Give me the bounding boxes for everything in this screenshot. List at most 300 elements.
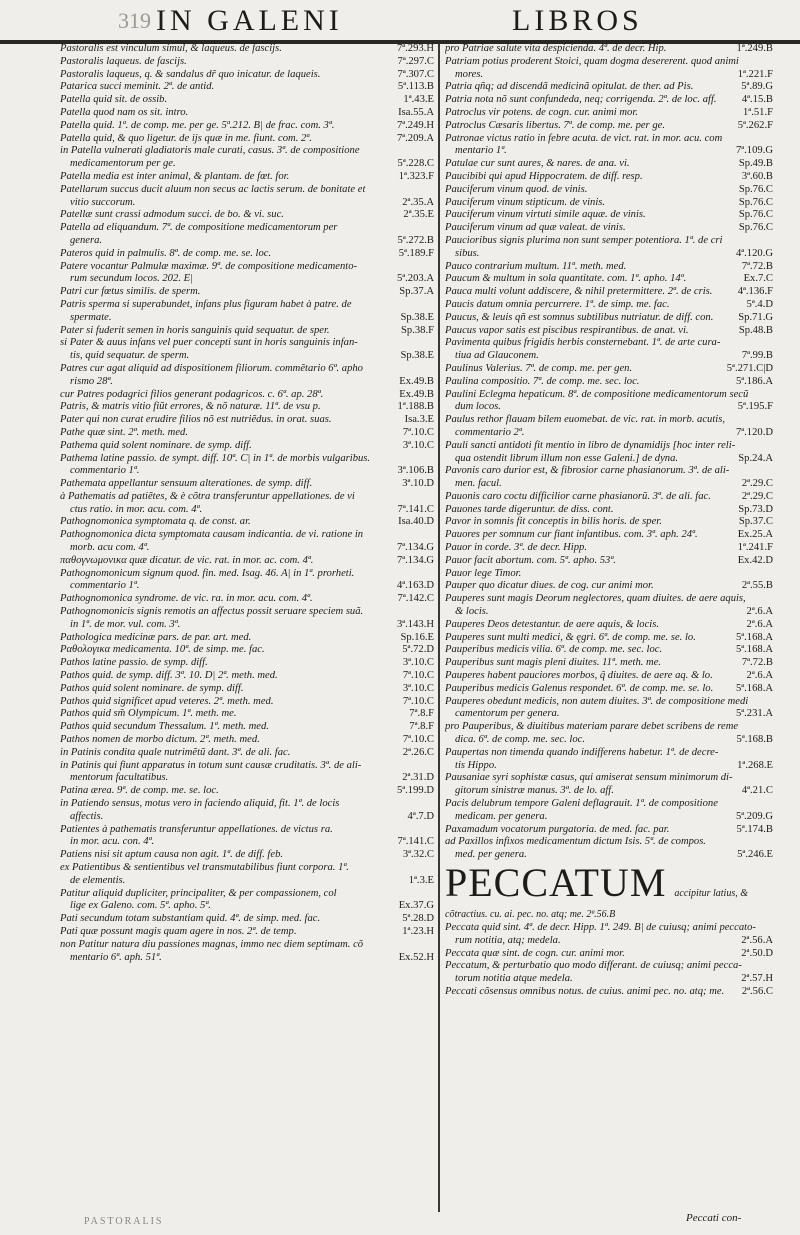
entry-text: Pauciferum vinum ad quæ valeat. de vinis.: [445, 222, 626, 234]
left-column-entry: [60, 171, 434, 184]
entry-text: men. facul.: [455, 478, 502, 490]
entry-reference: 7ª.10.C: [402, 426, 434, 438]
entry-text: rum secundum locos. 202. E|: [70, 273, 193, 285]
entry-reference: 5ª.228.C: [397, 158, 434, 170]
entry-reference: Sp.24.A: [738, 452, 773, 464]
entry-text: Patria nota nõ sunt confundeda, neq; corrigenda. 2ª. de loc. aff.: [445, 94, 717, 106]
entry-reference: Ex.42.D: [737, 554, 773, 566]
left-column-entry: [60, 43, 434, 56]
entry-reference: 7ª.142.C: [397, 593, 434, 605]
right-column-entry: [445, 94, 773, 107]
right-column-entry: [445, 56, 773, 69]
entry-reference: 4ª.163.D: [396, 580, 434, 592]
left-column-entry: [60, 389, 434, 402]
entry-reference: 5ª.246.E: [737, 849, 773, 861]
entry-reference: 7ª.249.H: [396, 119, 434, 131]
left-column-entry: [60, 478, 434, 491]
entry-reference: Sp.48.B: [738, 324, 773, 336]
entry-text: Pauperes Deos detestantur. de aere aquis, & locis.: [445, 618, 659, 630]
right-column-entry: [445, 325, 773, 338]
left-column-entry: [60, 504, 434, 517]
left-column-entry: [60, 363, 434, 376]
entry-reference: 5ª.271.C|D: [726, 362, 773, 374]
entry-text: Patella quid sit. de ossib.: [60, 94, 168, 106]
right-column-entry: [445, 465, 773, 478]
entry-text: Paucum & multum in sola quantitate. com. 1ª. apho. 14ª.: [445, 273, 687, 285]
right-column-entry: [445, 43, 773, 56]
entry-reference: 1ª.23.H: [402, 925, 434, 937]
right-column-entry: [445, 593, 773, 606]
left-column-entry: [60, 849, 434, 862]
entry-reference: 5ª.113.B: [397, 81, 434, 93]
entry-text: Patria qñq; ad discendã medicinã opitulat. de ther. ad Pis.: [445, 81, 694, 93]
entry-reference: 2ª.50.D: [741, 947, 773, 959]
entry-text: Pathos quid solent nominare. de symp. diff.: [60, 682, 244, 694]
running-head-left: IN GALENI: [156, 4, 343, 37]
entry-text: Patroclus vir potens. de cogn. cur. animi mor.: [445, 106, 638, 118]
entry-text: si Pater & auus infans vel puer concepti sunt in horis sanguinis infan-: [60, 337, 358, 349]
entry-text: Pauperibus medicis Galenus respondet. 6ª. de comp. me. se. lo.: [445, 682, 714, 694]
right-column-bottom-entries: [445, 922, 773, 999]
entry-reference: 3ª.106.B: [397, 465, 434, 477]
entry-reference: 5ª.186.A: [735, 375, 773, 387]
right-column-entry: [445, 273, 773, 286]
right-column-entry: [445, 69, 773, 82]
entry-text: Patella ad eliquandum. 7ª. de compositione medicamentorum per: [60, 222, 338, 234]
entry-text: Patulae cur sunt aures, & nares. de ana. vi.: [445, 158, 630, 170]
entry-text: Pauores per somnum cur fiant infantibus. com. 3ª. aph. 24ª.: [445, 529, 698, 541]
entry-text: Paxamadum vocatorum purgatoria. de med. fac. par.: [445, 823, 670, 835]
entry-reference: Isa.40.D: [398, 516, 434, 528]
entry-text: rismo 28ª.: [70, 375, 113, 387]
entry-reference: 5ª.4.D: [746, 298, 773, 310]
entry-reference: 7ª.72.B: [741, 260, 773, 272]
right-column-entry: [445, 683, 773, 696]
entry-reference: 7ª.209.A: [396, 132, 434, 144]
entry-text: Patitur aliquid dupliciter, principaliter, & per compassionem, col: [60, 887, 337, 899]
entry-reference: 4ª.136.F: [737, 286, 773, 298]
entry-text: Paulini Eclegma hepaticum. 8ª. de compositione medicamentorum secũ: [445, 388, 749, 400]
entry-reference: 7ª.99.B: [741, 350, 773, 362]
entry-text: Peccatum, & perturbatio quo modo differant. de cuiusq; animi pecca-: [445, 960, 742, 972]
right-column-entry: [445, 453, 773, 466]
entry-text: Pastoralis est vinculum simul, & laqueus. de fascijs.: [60, 43, 282, 54]
left-column-entry: [60, 184, 434, 197]
left-column-entry: [60, 325, 434, 338]
right-column-entry: [445, 960, 773, 973]
entry-reference: 3ª.10.C: [402, 439, 434, 451]
entry-reference: 5ª.168.B: [736, 734, 773, 746]
entry-reference: 1ª.3.E: [408, 874, 434, 886]
right-column-entry: [445, 708, 773, 721]
entry-text: Patroclus Cæsaris libertus. 7ª. de comp. me. per ge.: [445, 119, 665, 131]
entry-text: in mor. acu. con. 4ª.: [70, 836, 155, 848]
left-column-entry: [60, 261, 434, 274]
entry-reference: 2ª.35.A: [402, 196, 434, 208]
left-column-entry: [60, 56, 434, 69]
entry-text: Patres cur agat aliquid ad dispositionem filiorum. commẽtario 6ª. apho: [60, 362, 363, 374]
right-column-entry: [445, 747, 773, 760]
entry-text: morb. acu com. 4ª.: [70, 542, 150, 554]
section-heading-block: [445, 862, 773, 922]
entry-text: Paulus rethor flauam bilem euomebat. de vic. rat. in morb. acutis,: [445, 414, 726, 426]
right-column-entry: [445, 286, 773, 299]
entry-reference: 7ª.10.C: [402, 734, 434, 746]
entry-text: Patina ærea. 9ª. de comp. me. se. loc.: [60, 785, 219, 797]
entry-reference: Ex.52.H: [398, 951, 434, 963]
entry-text: med. per genera.: [455, 849, 527, 861]
left-column-entry: [60, 875, 434, 888]
entry-reference: Sp.76.C: [738, 196, 773, 208]
right-column-entry: [445, 504, 773, 517]
left-column-entry: [60, 453, 434, 466]
left-column-entry: [60, 708, 434, 721]
entry-reference: Isa.3.E: [404, 414, 434, 426]
right-column-entry: [445, 209, 773, 222]
entry-text: Patella media est inter animal, & plantam. de fœt. for.: [60, 170, 290, 182]
left-column-entry: [60, 145, 434, 158]
right-column-entry: [445, 555, 773, 568]
entry-reference: 7ª.307.C: [397, 68, 434, 80]
entry-reference: Sp.38.E: [400, 350, 434, 362]
right-column-entry: [445, 670, 773, 683]
left-column-entry: [60, 683, 434, 696]
left-column-entry: [60, 593, 434, 606]
entry-text: Paulina compositio. 7ª. de comp. me. sec. loc.: [445, 375, 640, 387]
entry-text: Pauli sancti antidoti fit mentio in libro de dynamidijs [hoc inter reli-: [445, 439, 736, 451]
entry-reference: 1ª.323.F: [398, 170, 434, 182]
left-column-entry: [60, 197, 434, 210]
right-column-entry: [445, 973, 773, 986]
entry-reference: 5ª.272.B: [397, 234, 434, 246]
entry-reference: 7ª.10.C: [402, 670, 434, 682]
entry-text: Pathos quid sm̃ Olympicum. 1ª. meth. me.: [60, 708, 237, 720]
entry-text: Pavor in somnis fit conceptis in bilis horis. de sper.: [445, 516, 662, 528]
entry-text: dica. 6ª. de comp. me. sec. loc.: [455, 734, 586, 746]
left-column-entry: [60, 491, 434, 504]
left-column-entry: [60, 337, 434, 350]
right-column-entry: [445, 133, 773, 146]
entry-text: pro Patriae salute vita despicienda. 4ª. de decr. Hip.: [445, 43, 667, 54]
entry-text: mentorum facultatibus.: [70, 772, 169, 784]
right-column-entry: [445, 401, 773, 414]
right-column-entry: [445, 248, 773, 261]
entry-reference: 5ª.168.A: [735, 682, 773, 694]
left-column-entry: [60, 440, 434, 453]
entry-text: Pausaniae syri sophistæ casus, qui amiserat sensum minimorum di-: [445, 772, 733, 784]
entry-text: Pathologica medicinæ pars. de par. art. med.: [60, 631, 252, 643]
entry-text: Pavimenta quibus frigidis herbis consternebant. 1ª. de arte cura-: [445, 337, 721, 349]
entry-text: Pathos quid. de symp. diff. 3ª. 10. D| 2ª. meth. med.: [60, 670, 278, 682]
left-column-entry: [60, 529, 434, 542]
entry-text: Paucibibi qui apud Hippocratem. de diff. resp.: [445, 170, 643, 182]
left-column-entry: [60, 632, 434, 645]
entry-text: Pathos latine passio. de symp. diff.: [60, 657, 208, 669]
left-column-entry: [60, 94, 434, 107]
entry-reference: 7ª.141.C: [397, 836, 434, 848]
entry-text: dum locos.: [455, 401, 501, 413]
entry-text: Pauor facit abortum. com. 5ª. apho. 53ª.: [445, 554, 616, 566]
entry-text: Pauonis caro coctu difficilior carne phasianorũ. 3ª. de ali. fac.: [445, 490, 711, 502]
entry-text: Patellæ sunt crassi admodum succi. de bo. & vi. suc.: [60, 209, 284, 221]
entry-reference: 5ª.199.D: [396, 785, 434, 797]
entry-text: Pathema quid solent nominare. de symp. diff.: [60, 439, 252, 451]
entry-reference: Ex.49.B: [399, 375, 434, 387]
entry-reference: 5ª.174.B: [736, 823, 773, 835]
entry-text: Pauper quo dicatur diues. de cog. cur animi mor.: [445, 580, 654, 592]
right-column-entry: [445, 516, 773, 529]
page-number: 319: [118, 8, 151, 33]
right-column-entry: [445, 389, 773, 402]
entry-reference: 1ª.268.E: [737, 759, 773, 771]
left-column-entry: [60, 939, 434, 952]
left-column-entry: [60, 312, 434, 325]
entry-text: Pauperes obedunt medicis, non autem diuites. 3ª. de compositione medi: [445, 695, 749, 707]
entry-text: de elementis.: [70, 874, 126, 886]
entry-reference: Ex.25.A: [737, 529, 773, 541]
right-column-entry: [445, 798, 773, 811]
entry-text: Pauperes habent pauciores morbos, q̃ diuites. de aere aq. & lo.: [445, 670, 713, 682]
footer-signature: PASTORALIS: [84, 1216, 164, 1227]
right-column-entry: [445, 632, 773, 645]
right-column-entry: [445, 222, 773, 235]
entry-text: in 1ª. de mor. vul. com. 3ª.: [70, 618, 181, 630]
entry-text: Pathognomonicum signum quod. fin. med. Isag. 46. A| in 1ª. prorheti.: [60, 567, 355, 579]
right-column-entry: [445, 120, 773, 133]
entry-text: Peccati cõsensus omnibus notus. de cuius. animi pec. no. atq; me.: [445, 985, 725, 997]
entry-reference: 5ª.231.A: [735, 708, 773, 720]
entry-text: Patientes à pathematis transferuntur appellationes. de victus ra.: [60, 823, 333, 835]
left-column-entry: [60, 926, 434, 939]
entry-reference: 2ª.35.E: [403, 209, 434, 221]
entry-reference: 4ª.15.B: [741, 94, 773, 106]
entry-text: Paupertas non timenda quando indifferens habetur. 1ª. de decre-: [445, 746, 719, 758]
entry-text: in Patella vulnerati gladiatoris male curati, casus. 3ª. de compositione: [60, 145, 360, 157]
left-column-entry: [60, 222, 434, 235]
entry-text: Patronae victus ratio in febre acuta. de vict. rat. in mor. acu. com: [445, 132, 723, 144]
entry-text: Pacis delubrum tempore Galeni deflagrauit. 1ª. de compositione: [445, 798, 718, 810]
left-column-entry: [60, 107, 434, 120]
right-column-entry: [445, 529, 773, 542]
entry-reference: 2ª.55.B: [741, 580, 773, 592]
left-column-entry: [60, 619, 434, 632]
left-column-entry: [60, 606, 434, 619]
entry-text: Pathe quæ sint. 2ª. meth. med.: [60, 426, 188, 438]
entry-reference: Sp.38.E: [400, 311, 434, 323]
entry-text: gitorum sinistræ manus. 3ª. de lo. aff.: [455, 785, 614, 797]
right-column-entry: [445, 836, 773, 849]
entry-reference: 2ª.6.A: [746, 618, 773, 630]
entry-reference: 7ª.120.D: [735, 426, 773, 438]
left-column-entry: [60, 69, 434, 82]
entry-text: Paulinus Valerius. 7ª. de comp. me. per gen.: [445, 362, 633, 374]
entry-reference: 5ª.89.G: [741, 81, 773, 93]
left-column-entry: [60, 120, 434, 133]
left-column-entry: [60, 376, 434, 389]
right-column-entry: [445, 427, 773, 440]
entry-text: genera.: [70, 234, 103, 246]
right-column-entry: [445, 734, 773, 747]
entry-reference: Sp.37.A: [399, 286, 434, 298]
entry-reference: 1ª.188.B: [397, 401, 434, 413]
entry-text: affectis.: [70, 810, 104, 822]
entry-text: Pathos quid significet apud veteres. 2ª. meth. med.: [60, 695, 274, 707]
entry-text: mentario 6ª. aph. 51ª.: [70, 951, 162, 963]
entry-text: Patellarum succus ducit aluum non secus ac lactis serum. de bonitate et: [60, 183, 366, 195]
entry-reference: 7ª.297.C: [397, 55, 434, 67]
entry-text: Patriam potius proderent Stoici, quam dogma desererent. quod animi: [445, 55, 739, 67]
entry-reference: 5ª.168.A: [735, 644, 773, 656]
entry-text: Pauperes sunt multi medici, & ęgri. 6ª. de comp. me. se. lo.: [445, 631, 696, 643]
left-column-entry: [60, 555, 434, 568]
entry-reference: 2ª.26.C: [402, 746, 434, 758]
entry-text: Pauciferum vinum quod. de vinis.: [445, 183, 588, 195]
entry-reference: 5ª.262.F: [737, 119, 773, 131]
right-column-entry: [445, 184, 773, 197]
entry-text: Pathognomonica dicta symptomata causam indicantia. de vi. ratione in: [60, 529, 364, 541]
left-column-entry: [60, 888, 434, 901]
left-column-entry: [60, 235, 434, 248]
entry-text: Paucus, & leuis qñ est somnus subtilibus nutriatur. de diff. con.: [445, 311, 714, 323]
entry-reference: 3ª.32.C: [402, 849, 434, 861]
entry-text: sibus.: [455, 247, 480, 259]
entry-reference: 7ª.10.C: [402, 695, 434, 707]
right-column-entry: [445, 580, 773, 593]
left-column-entry: [60, 798, 434, 811]
entry-reference: 1ª.43.E: [403, 94, 434, 106]
entry-reference: Sp.73.D: [738, 503, 773, 515]
right-column-entry: [445, 299, 773, 312]
right-column-entry: [445, 337, 773, 350]
entry-text: & locis.: [455, 606, 489, 618]
right-column-entry: [445, 922, 773, 935]
left-column-entry: [60, 158, 434, 171]
entry-text: mentario 1ª.: [455, 145, 507, 157]
left-column-entry: [60, 568, 434, 581]
left-column-entry: [60, 760, 434, 773]
left-column-entry: [60, 734, 434, 747]
entry-text: Pauperes sunt magis Deorum neglectores, quam diuites. de aere aquis,: [445, 593, 746, 605]
entry-text: tis Hippo.: [455, 759, 497, 771]
entry-reference: 2ª.29.C: [741, 490, 773, 502]
entry-text: Patiens nisi sit aptum causa non agit. 1ª. de diff. feb.: [60, 849, 284, 861]
entry-text: Pauperibus sunt magis pleni diuites. 11ª. meth. me.: [445, 657, 662, 669]
right-column-entry: [445, 197, 773, 210]
entry-reference: 7ª.8.F: [409, 721, 434, 733]
entry-text: Pateros quid in palmulis. 8ª. de comp. me. se. loc.: [60, 247, 272, 259]
entry-reference: Sp.16.E: [400, 631, 434, 643]
entry-reference: 5ª.28.D: [402, 913, 434, 925]
left-column-entry: [60, 427, 434, 440]
entry-text: Pathognomonicis signis remotis an affectus possit seruare speciem suã.: [60, 606, 364, 618]
left-column-entry: [60, 696, 434, 709]
right-column-entry: [445, 350, 773, 363]
left-column-entry: [60, 670, 434, 683]
entry-reference: 1ª.51.F: [742, 106, 773, 118]
entry-reference: Sp.76.C: [738, 209, 773, 221]
entry-reference: 7ª.8.F: [409, 708, 434, 720]
right-column-entry: [445, 772, 773, 785]
entry-text: Patri cur fœtus similis. de sperm.: [60, 286, 201, 298]
entry-reference: 2ª.29.C: [741, 478, 773, 490]
entry-text: commentario 1ª.: [70, 580, 140, 592]
section-heading: PECCATUM: [445, 860, 667, 905]
entry-reference: 5ª.209.G: [735, 810, 773, 822]
entry-text: Pathemata appellantur sensuum alterationes. de symp. diff.: [60, 478, 313, 490]
left-column-entry: [60, 785, 434, 798]
running-head-right: LIBROS: [512, 4, 643, 37]
entry-reference: 7ª.134.G: [396, 554, 434, 566]
entry-text: Paucioribus signis plurima non sunt semper potentiora. 1ª. de cri: [445, 234, 723, 246]
entry-text: ctus ratio. in mor. acu. com. 4ª.: [70, 503, 203, 515]
entry-text: in Patinis qui fiunt apparatus in totum sunt causæ cruditatis. 3ª. de ali-: [60, 759, 362, 771]
entry-reference: Sp.49.B: [738, 158, 773, 170]
entry-reference: 5ª.72.D: [402, 644, 434, 656]
entry-reference: 4ª.120.G: [735, 247, 773, 259]
entry-text: Pauco contrarium multum. 11ª. meth. med.: [445, 260, 627, 272]
right-column-top-entries: [445, 43, 773, 862]
entry-text: Pati secundum totam substantiam quid. 4ª. de simp. med. fac.: [60, 913, 321, 925]
left-column-entry: [60, 248, 434, 261]
right-column: [445, 43, 773, 999]
left-column-entry: [60, 273, 434, 286]
entry-reference: 7ª.293.H: [396, 43, 434, 54]
entry-text: Patere vocantur Palmulæ maximæ. 9ª. de compositione medicamento-: [60, 260, 358, 272]
right-column-entry: [445, 811, 773, 824]
entry-text: Pathognomonica syndrome. de vic. ra. in mor. acu. com. 4ª.: [60, 593, 313, 605]
left-column-entry: [60, 209, 434, 222]
entry-text: commentario 2ª.: [455, 426, 525, 438]
entry-text: Patarica succi meminit. 2ª. de antid.: [60, 81, 215, 93]
right-column-entry: [445, 158, 773, 171]
entry-text: Pater si fuderit semen in horis sanguinis quid sequatur. de sper.: [60, 324, 330, 336]
entry-reference: 7ª.134.G: [396, 542, 434, 554]
entry-text: Peccata quid sint. 4ª. de decr. Hipp. 1ª. 249. B| de cuiusq; animi peccato-: [445, 922, 756, 933]
entry-text: Patris, & matris vitio fiũt errores, & nõ naturæ. 11ª. de vsu p.: [60, 401, 321, 413]
right-column-entry: [445, 440, 773, 453]
entry-text: Pathognomonica symptomata q. de const. ar.: [60, 516, 251, 528]
entry-reference: Ex.49.B: [399, 388, 434, 400]
entry-reference: 5ª.168.A: [735, 631, 773, 643]
entry-reference: 2ª.57.H: [741, 973, 773, 985]
entry-reference: 2ª.6.A: [746, 606, 773, 618]
entry-text: spermate.: [70, 311, 112, 323]
section-heading-note: accipitur latius, & cõtractius. cu. ai. pec. no. atq; me. 2ª.56.B: [445, 888, 748, 920]
left-column-entry: [60, 952, 434, 965]
entry-reference: 3ª.10.C: [402, 657, 434, 669]
right-column-entry: [445, 363, 773, 376]
entry-text: qua ostendit librum illum non esse Galeni.] de dyna.: [455, 452, 679, 464]
right-column-entry: [445, 606, 773, 619]
entry-text: Pathos nomen de morbo dictum. 2ª. meth. med.: [60, 734, 260, 746]
right-column-entry: [445, 824, 773, 837]
entry-text: cur Patres podagrici filios generant podagricos. c. 6ª. ap. 28ª.: [60, 388, 324, 400]
entry-text: Pauor in corde. 3ª. de decr. Hipp.: [445, 542, 587, 554]
left-column-entry: [60, 465, 434, 478]
entry-text: Pauor lege Timor.: [445, 567, 522, 579]
entry-text: Pauciferum vinum virtuti simile aquæ. de vinis.: [445, 209, 646, 221]
entry-reference: 1ª.249.B: [736, 43, 773, 54]
right-column-entry: [445, 721, 773, 734]
left-column-entry: [60, 836, 434, 849]
entry-reference: 4ª.21.C: [741, 785, 773, 797]
catchword: Peccati con-: [686, 1212, 742, 1224]
right-column-entry: [445, 171, 773, 184]
entry-text: commentario 1ª.: [70, 465, 140, 477]
right-column-entry: [445, 478, 773, 491]
entry-text: Pauciferum vinum stipticum. de vinis.: [445, 196, 606, 208]
entry-reference: 3ª.10.C: [402, 682, 434, 694]
